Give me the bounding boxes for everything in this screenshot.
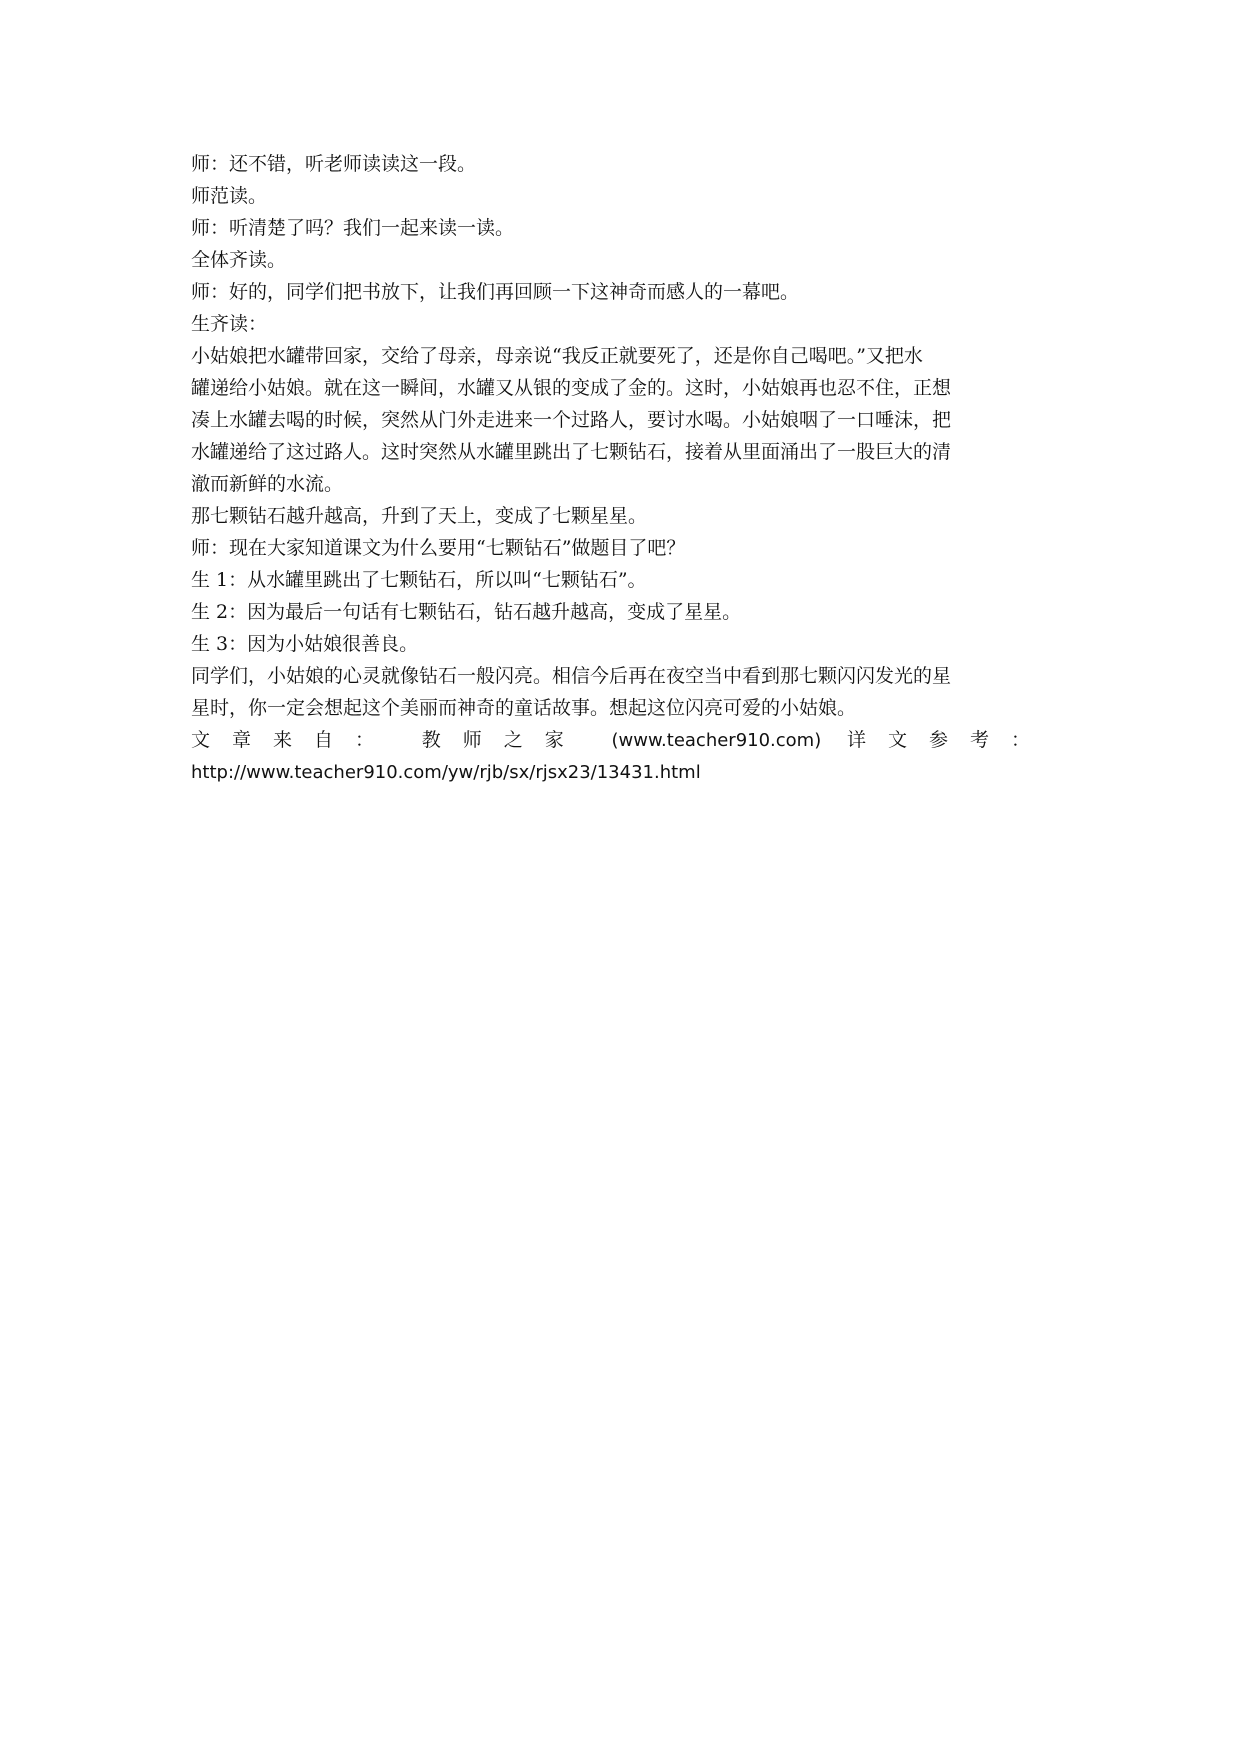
source-site-name: 教师之家 <box>421 729 586 751</box>
paragraph-row: 星时，你一定会想起这个美丽而神奇的童话故事。想起这位闪亮可爱的小姑娘。 <box>191 697 857 719</box>
source-site-url: (www.teacher910.com) <box>611 730 822 751</box>
paragraph-row: 水罐递给了这过路人。这时突然从水罐里跳出了七颗钻石，接着从里面涌出了一股巨大的清 <box>191 441 952 463</box>
text-line: 生 1：从水罐里跳出了七颗钻石，所以叫“七颗钻石”。 <box>191 569 647 591</box>
document-page <box>191 148 1052 789</box>
source-line <box>191 724 1052 757</box>
reference-url: http://www.teacher910.com/yw/rjb/sx/rjsx23/13431.html <box>191 762 701 783</box>
text-line: 那七颗钻石越升越高，升到了天上，变成了七颗星星。 <box>191 505 648 527</box>
paragraph-row: 小姑娘把水罐带回家，交给了母亲，母亲说“我反正就要死了，还是你自己喝吧。”又把水 <box>191 345 923 367</box>
text-line: 师：听清楚了吗？我们一起来读一读。 <box>191 217 515 239</box>
paragraph-row: 罐递给小姑娘。就在这一瞬间，水罐又从银的变成了金的。这时，小姑娘再也忍不住，正想 <box>191 377 952 399</box>
text-line: 生 3：因为小姑娘很善良。 <box>191 633 419 655</box>
paragraph-row: 同学们，小姑娘的心灵就像钻石一般闪亮。相信今后再在夜空当中看到那七颗闪闪发光的星 <box>191 665 952 687</box>
text-line: 师：还不错，听老师读读这一段。 <box>191 153 477 175</box>
text-line: 师：好的，同学们把书放下，让我们再回顾一下这神奇而感人的一幕吧。 <box>191 281 800 303</box>
text-line: 师：现在大家知道课文为什么要用“七颗钻石”做题目了吧？ <box>191 537 686 559</box>
text-line: 师范读。 <box>191 185 268 207</box>
text-line: 生 2：因为最后一句话有七颗钻石，钻石越升越高，变成了星星。 <box>191 601 742 623</box>
reference-label: 详文参考： <box>846 729 1052 751</box>
text-line: 全体齐读。 <box>191 249 287 271</box>
source-label: 文章来自： <box>191 729 397 751</box>
story-paragraph <box>191 340 1052 500</box>
text-line: 生齐读： <box>191 313 268 335</box>
closing-paragraph <box>191 660 1052 724</box>
paragraph-row: 凑上水罐去喝的时候，突然从门外走进来一个过路人，要讨水喝。小姑娘咽了一口唾沫，把 <box>191 409 952 431</box>
paragraph-row: 澈而新鲜的水流。 <box>191 473 344 495</box>
